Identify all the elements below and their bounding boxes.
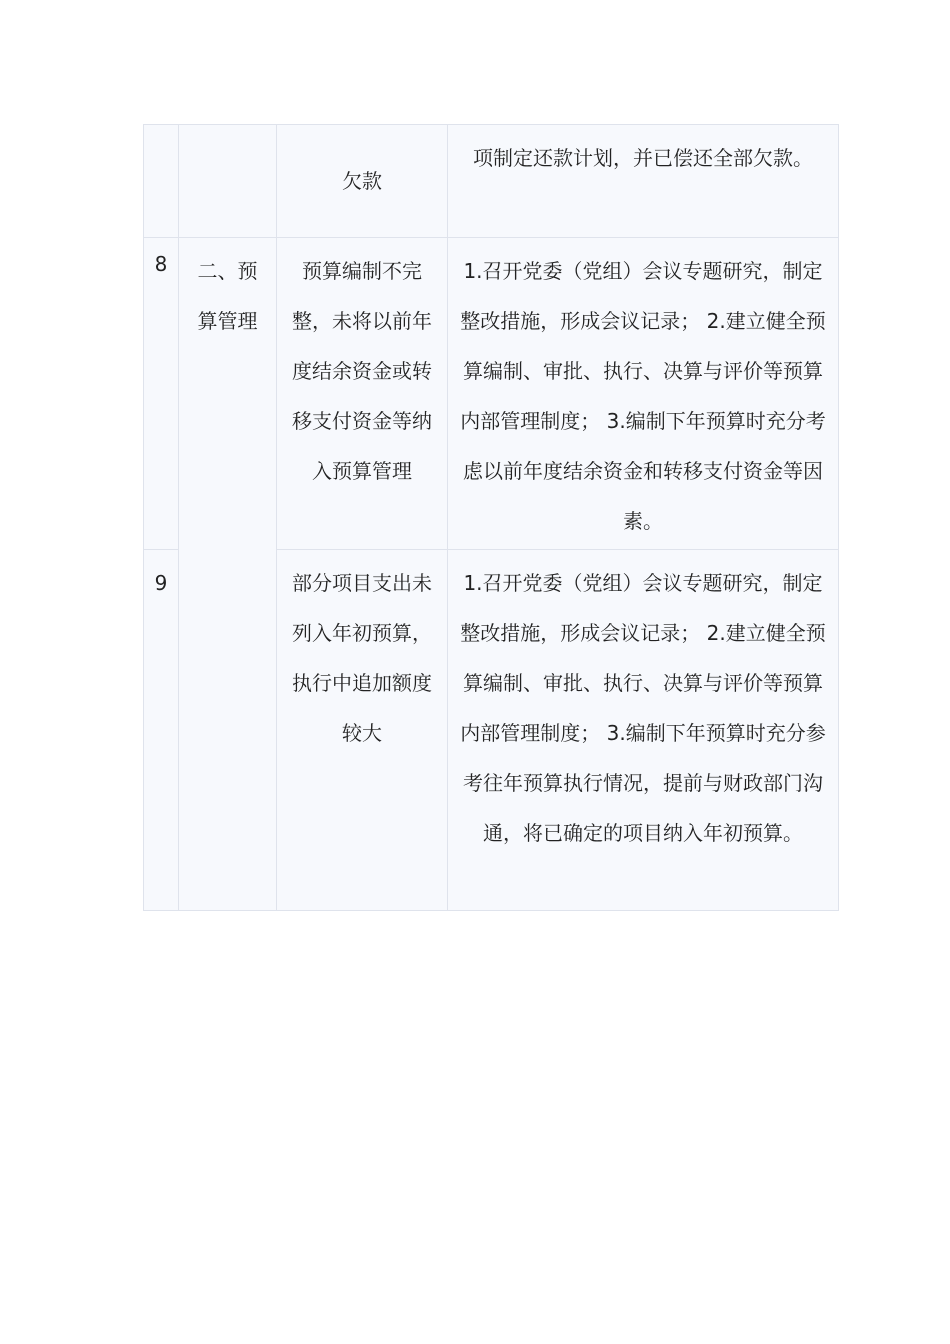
issue-cell: 部分项目支出未列入年初预算，执行中追加额度较大 xyxy=(277,550,448,911)
table-row xyxy=(144,125,839,238)
rectification-table xyxy=(143,124,839,911)
rectification-measure-cell: 1.召开党委（党组）会议专题研究，制定整改措施，形成会议记录； 2.建立健全预算编制、审批、执行、决算与评价等预算内部管理制度； 3.编制下年预算时充分参考往年预算执行情况，提前与财政部门沟通，将已确定的项目纳入年初预算。 xyxy=(448,550,839,911)
rectification-measure-cell: 项制定还款计划，并已偿还全部欠款。 xyxy=(448,125,839,238)
category-cell xyxy=(179,125,277,238)
table-row xyxy=(144,238,839,550)
rectification-measure-cell: 1.召开党委（党组）会议专题研究，制定整改措施，形成会议记录； 2.建立健全预算编制、审批、执行、决算与评价等预算内部管理制度； 3.编制下年预算时充分考虑以前年度结余资金和转移支付资金等因素。 xyxy=(448,238,839,550)
row-number-cell xyxy=(144,125,179,238)
category-cell: 二、预算管理 xyxy=(179,238,277,911)
issue-cell: 欠款 xyxy=(277,125,448,238)
issue-cell: 预算编制不完整，未将以前年度结余资金或转移支付资金等纳入预算管理 xyxy=(277,238,448,550)
row-number-cell: 9 xyxy=(144,550,179,911)
row-number-cell: 8 xyxy=(144,238,179,550)
